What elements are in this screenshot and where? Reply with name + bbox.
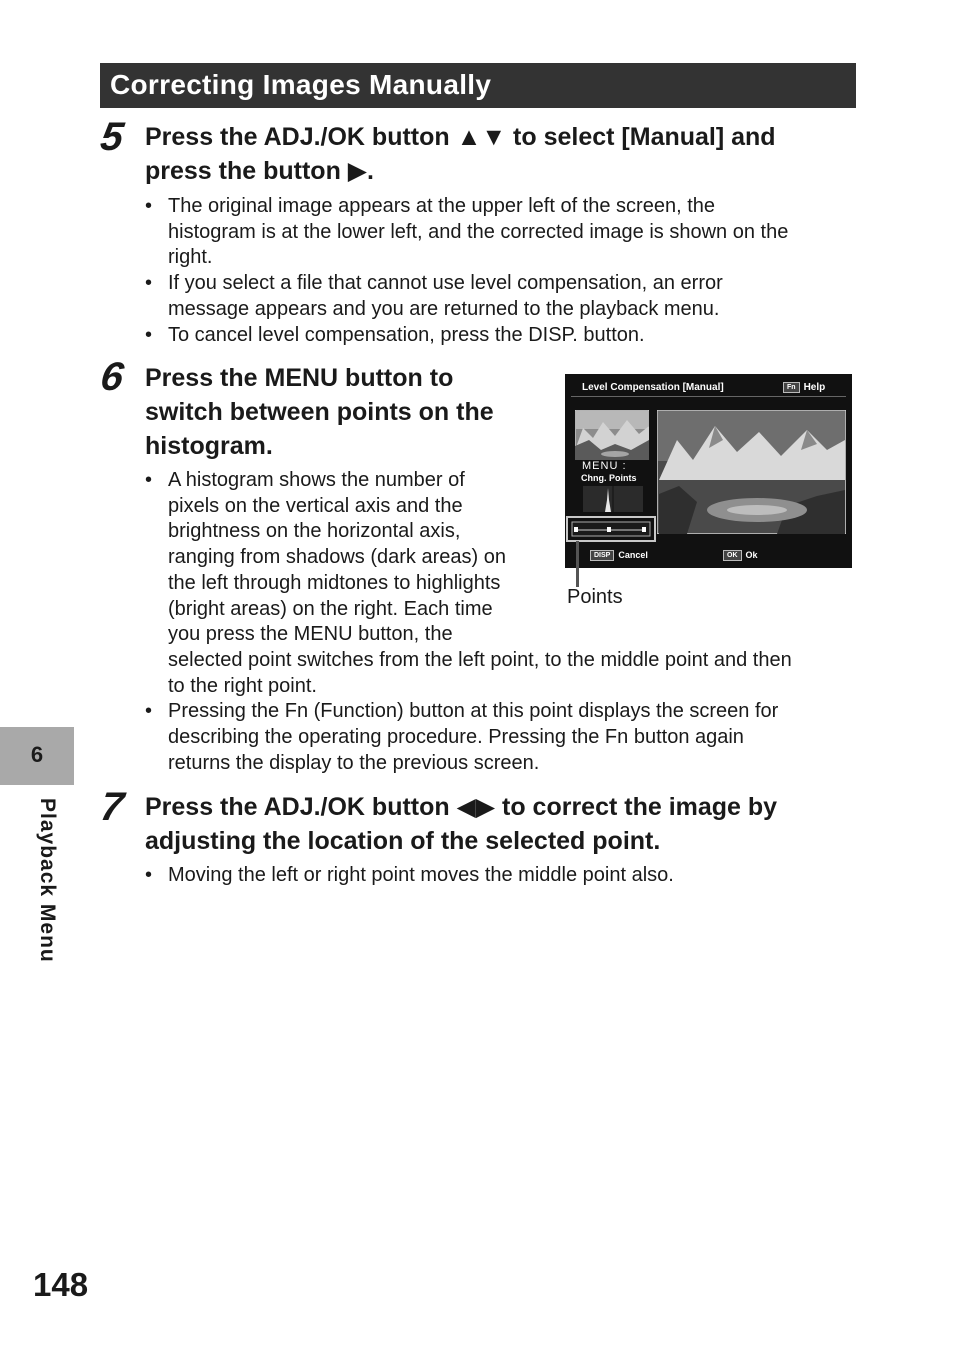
step-5-title-line: Press the ADJ./OK button ▲▼ to select [Manual] and — [145, 123, 776, 151]
bullet-line: A histogram shows the number of — [168, 469, 465, 491]
disp-key-icon: DISP — [590, 550, 614, 561]
page-number: 148 — [33, 1266, 89, 1303]
step-number-5: 5 — [97, 115, 127, 159]
step-7-title-line: adjusting the location of the selected point. — [145, 827, 661, 855]
bullet-line: If you select a file that cannot use level compensation, an error — [168, 272, 723, 295]
right-point-marker — [642, 527, 646, 532]
bullet-line: message appears and you are returned to the playback menu. — [168, 297, 720, 320]
bullet-item: • The original image appears at the upper left of the screen, the histogram is at the lower left, and the corrected image is shown on the right. — [145, 194, 857, 271]
bullet-item: • Moving the left or right point moves the middle point also. — [145, 863, 857, 889]
step-number-7: 7 — [97, 785, 127, 829]
bullet-line: The original image appears at the upper left of the screen, the — [168, 195, 716, 217]
cancel-label: Cancel — [618, 550, 648, 560]
bullet-line: brightness on the horizontal axis, — [168, 520, 461, 543]
ok-label: Ok — [745, 550, 758, 560]
chapter-tab — [0, 727, 74, 785]
camera-screen-illustration — [565, 374, 852, 568]
ok-key-icon: OK — [723, 550, 742, 561]
bullet-line: To cancel level compensation, press the DISP. button. — [168, 323, 645, 346]
middle-point-marker — [607, 527, 611, 532]
screen-divider — [571, 396, 846, 397]
bullet-line: histogram is at the lower left, and the corrected image is shown on the — [168, 220, 789, 243]
ok-hint — [723, 550, 758, 561]
step-6-title-line: histogram. — [145, 432, 273, 460]
step-7-title — [145, 790, 777, 858]
step-7-title-line: Press the ADJ./OK button ◀▶ to correct the image by — [145, 793, 778, 821]
step-7-bullets — [145, 863, 857, 889]
bullet-line: describing the operating procedure. Pressing the Fn button again — [168, 726, 744, 749]
menu-action-label: Chng. Points — [581, 473, 637, 483]
fn-key-icon: Fn — [783, 382, 800, 393]
bullet-line: ranging from shadows (dark areas) on — [168, 546, 506, 569]
step-5-title-line: press the button ▶. — [145, 157, 374, 185]
bullet-line: to the right point. — [168, 674, 317, 697]
step-5-title — [145, 120, 776, 188]
bullet-line: pixels on the vertical axis and the — [168, 494, 463, 517]
section-title: Correcting Images Manually — [110, 69, 492, 100]
chapter-number: 6 — [30, 742, 44, 767]
bullet-line: Pressing the Fn (Function) button at this point displays the screen for — [168, 700, 779, 723]
corrected-image-preview — [657, 410, 846, 534]
step-6-title-line: Press the MENU button to — [145, 364, 454, 392]
screen-title: Level Compensation [Manual] — [582, 382, 724, 393]
bullet-line: right. — [168, 246, 213, 269]
chapter-label: Playback Menu — [36, 798, 59, 963]
bullet-item: • To cancel level compensation, press the DISP. button. — [145, 323, 857, 349]
section-header — [100, 63, 856, 108]
bullet-line: returns the display to the previous screen. — [168, 751, 540, 774]
bullet-line: Moving the left or right point moves the middle point also. — [168, 864, 674, 886]
help-label: Help — [803, 382, 826, 394]
original-image-thumbnail — [575, 410, 649, 460]
help-hint — [783, 382, 825, 393]
histogram-graph — [583, 486, 643, 512]
step-6-title-line: switch between points on the — [145, 398, 494, 426]
histogram-points-slider — [565, 515, 657, 543]
bullet-item: • If you select a file that cannot use level compensation, an error message appears and you are returned to the playback menu. — [145, 271, 857, 322]
bullet-item: • A histogram shows the number of pixels on the vertical axis and the brightness on the horizontal axis, ranging from shadows (dark areas) on the left through midtones to highlights (bright areas) on the right. Each time you press the MENU button, the selected point switches from the left point, to the middle point and then to the right point. — [145, 468, 857, 699]
bullet-line: (bright areas) on the right. Each time — [168, 597, 493, 620]
cancel-hint — [590, 550, 648, 561]
left-point-marker — [574, 527, 578, 532]
points-callout-label: Points — [567, 586, 623, 608]
step-5-bullets — [145, 194, 857, 348]
bullet-line: you press the MENU button, the — [168, 623, 453, 646]
bullet-line: the left through midtones to highlights — [168, 571, 501, 594]
bullet-item: • Pressing the Fn (Function) button at this point displays the screen for describing the operating procedure. Pressing the Fn button again returns the display to the previous screen. — [145, 699, 857, 776]
callout-line — [576, 541, 579, 587]
step-6-title — [145, 361, 494, 463]
step-number-6: 6 — [97, 355, 127, 399]
menu-label: MENU : — [582, 460, 627, 472]
bullet-line: selected point switches from the left point, to the middle point and then — [168, 648, 792, 671]
